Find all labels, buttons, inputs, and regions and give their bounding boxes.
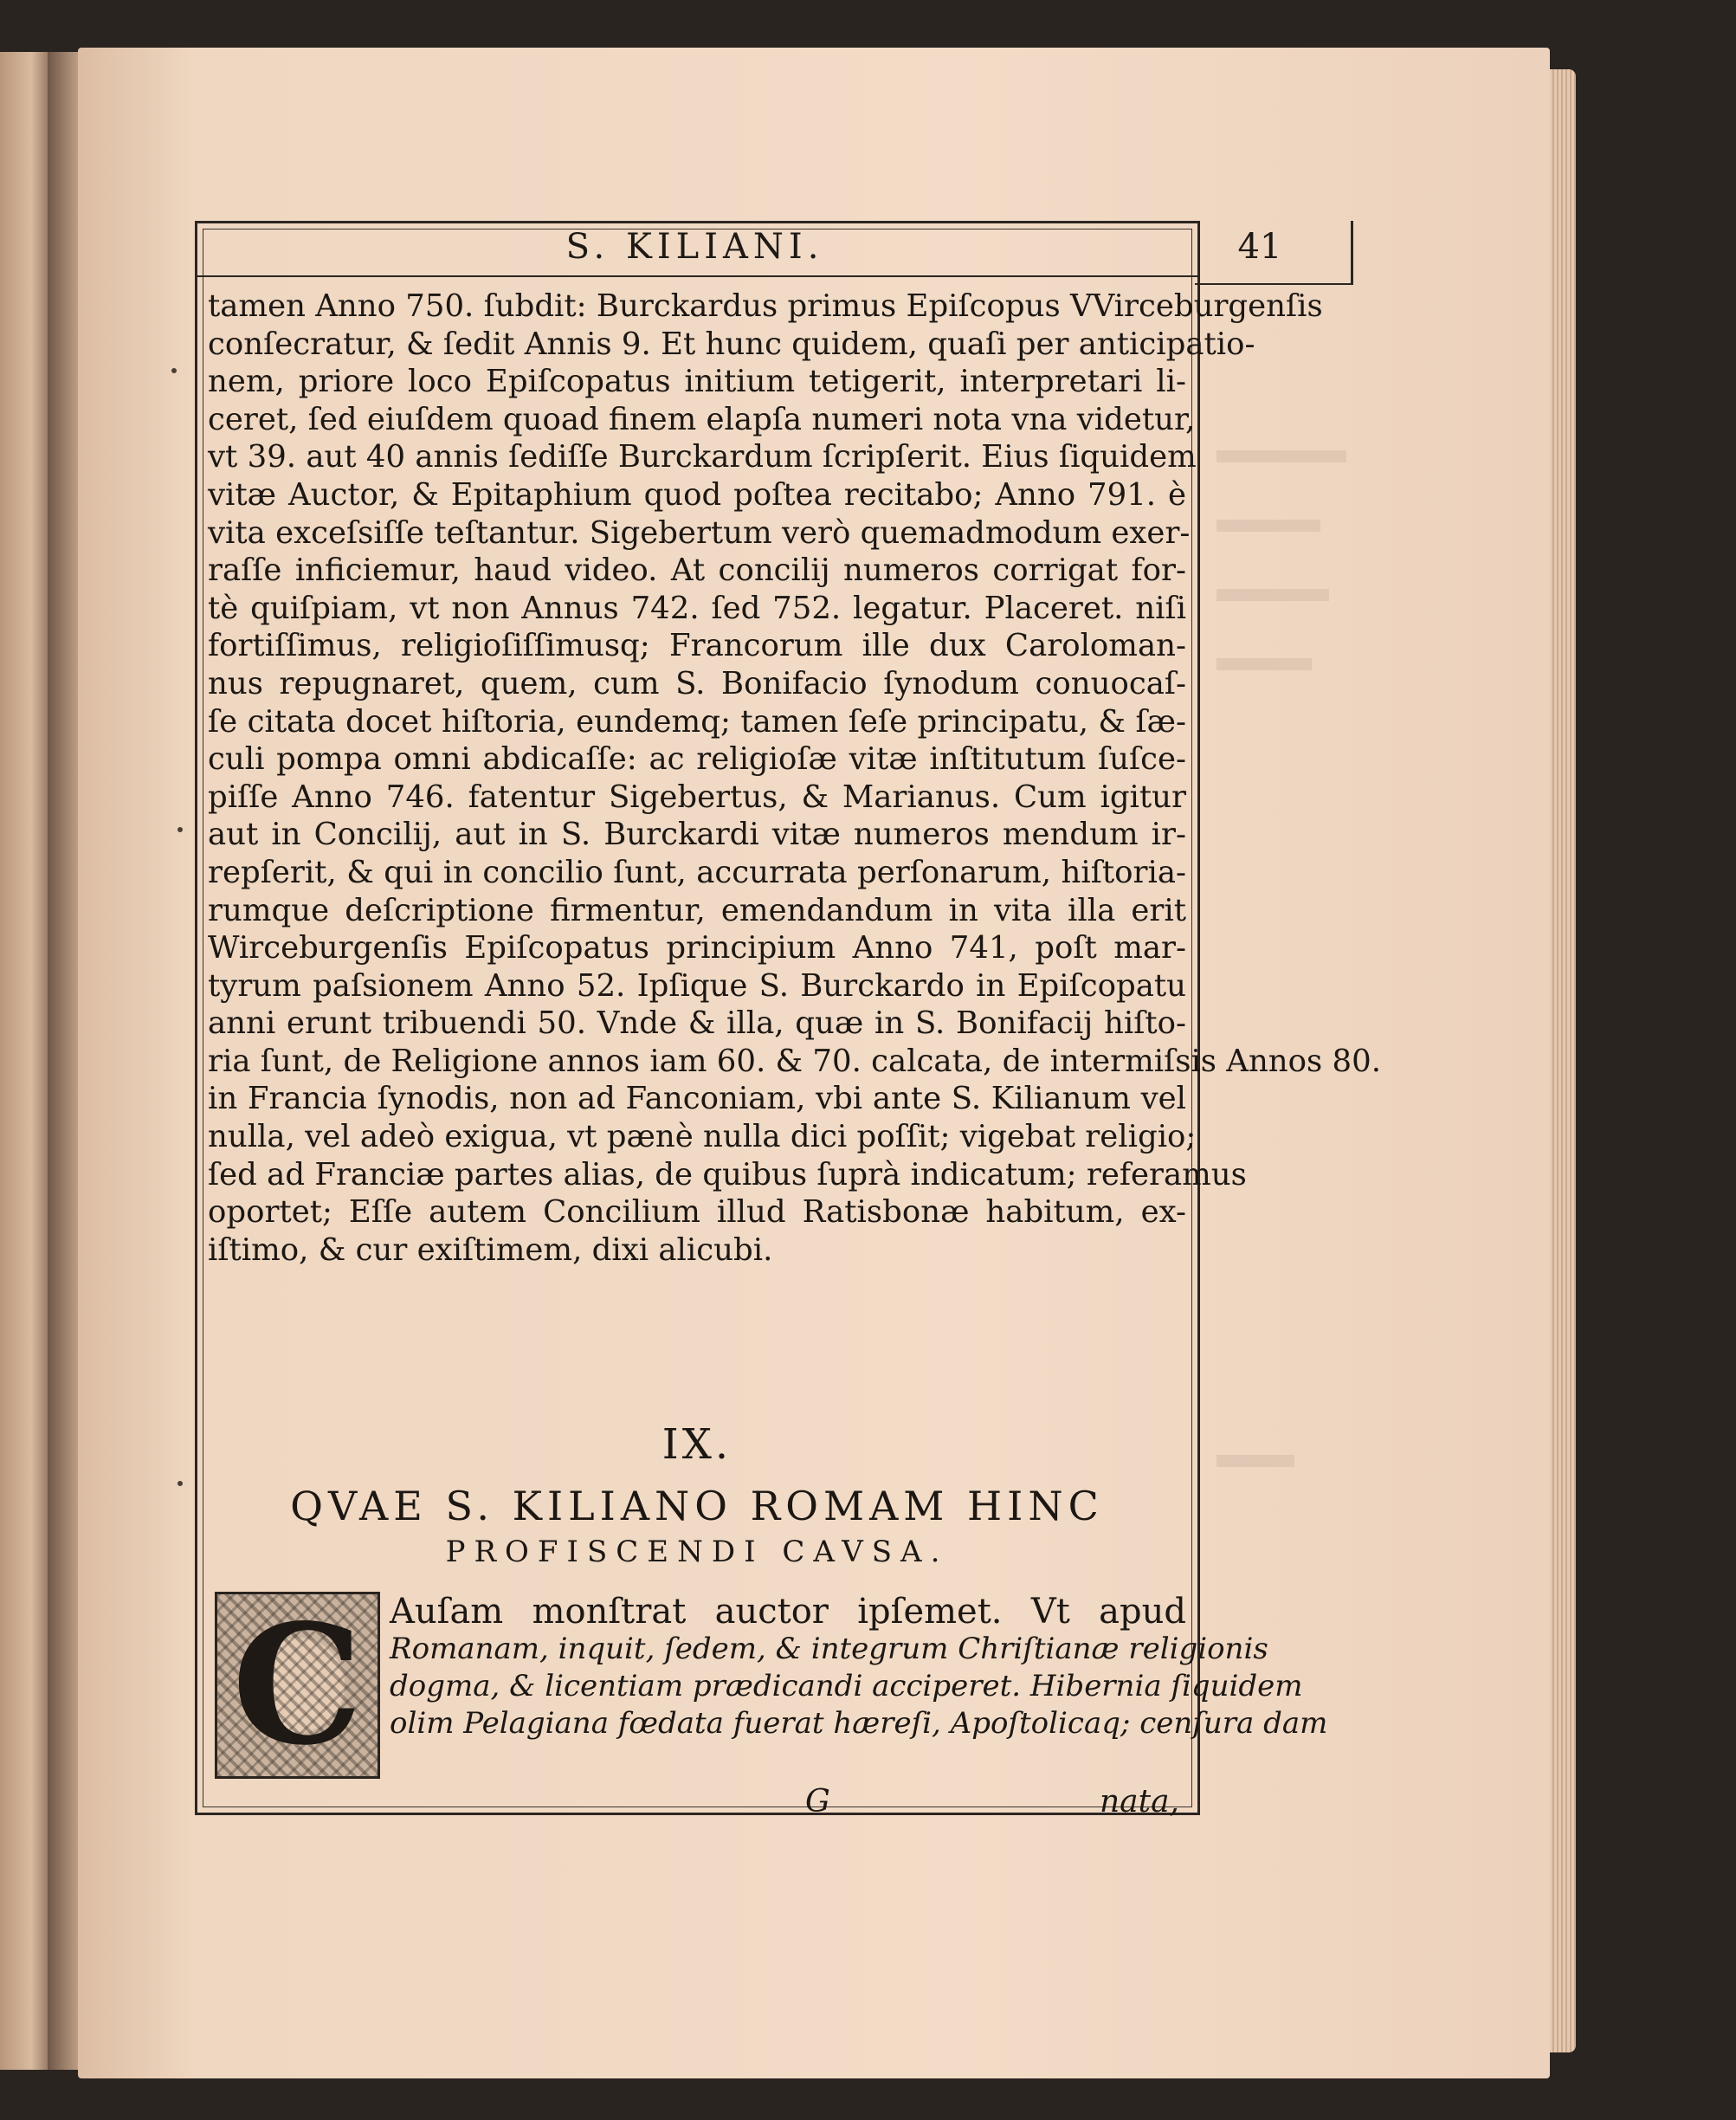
section-subtitle: PROFISCENDI CAVSA. (445, 1535, 949, 1569)
text-line: aut in Concilij, aut in S. Burckardi vitæ numeros mendum ir- (208, 817, 1186, 853)
text-line: tyrum paſsionem Anno 52. Ipſique S. Burckardo in Epiſcopatu (208, 967, 1186, 1004)
ink-speck (177, 1481, 183, 1486)
ink-speck (171, 368, 177, 373)
bleed-through-mark (1216, 1455, 1294, 1467)
text-line: iſtimo, & cur exiſtimem, dixi alicubi. (208, 1231, 773, 1268)
header-rule (195, 275, 1200, 277)
ink-speck (177, 827, 183, 832)
text-line: nus repugnaret, quem, cum S. Bonifacio ſynodum conuocaſ- (208, 665, 1186, 701)
text-line: piſſe Anno 746. fatentur Sigebertus, & Marianus. Cum igitur (208, 779, 1186, 815)
running-head: S. KILIANI. (565, 227, 824, 267)
text-line: nem, priore loco Epiſcopatus initium tetigerit, interpretari li- (208, 364, 1186, 400)
section-number: IX. (661, 1420, 732, 1469)
text-line: ſe citata docet hiſtoria, eundemq; tamen ſeſe principatu, & ſæ- (208, 703, 1186, 740)
body-text (208, 288, 1381, 1269)
bleed-through-mark (1216, 450, 1346, 462)
page-number: 41 (1237, 227, 1282, 267)
text-line: olim Pelagiana fœdata fuerat hæreſi, Apoſtolicaq; cenſura dam (390, 1706, 1328, 1741)
text-line: rumque deſcriptione firmentur, emendandum in vita illa erit (208, 892, 1186, 928)
text-line: tamen Anno 750. ſubdit: Burckardus primus Epiſcopus VVirceburgenſis (208, 288, 1323, 324)
text-line: tè quiſpiam, vt non Annus 742. ſed 752. legatur. Placeret. niſi (208, 590, 1186, 626)
text-line: Romanam, inquit, ſedem, & integrum Chriſtianæ religionis (390, 1632, 1268, 1666)
text-line: ria ſunt, de Religione annos iam 60. & 70. calcata, de intermiſsis Annos 80. (208, 1043, 1381, 1079)
text-line: dogma, & licentiam prædicandi acciperet. Hibernia ſiquidem (390, 1669, 1303, 1703)
left-page-edge (0, 52, 52, 2070)
section-title: QVAE S. KILIANO ROMAM HINC (290, 1483, 1104, 1529)
text-line: vita exceſsiſſe teſtantur. Sigebertum verò quemadmodum exer- (208, 514, 1191, 551)
text-line: culi pompa omni abdicaſſe: ac religioſæ vitæ inſtitutum ſuſce- (208, 741, 1186, 778)
bleed-through-mark (1216, 658, 1312, 670)
text-line: Wirceburgenſis Epiſcopatus principium Anno 741, poſt mar- (208, 930, 1186, 966)
text-line: nulla, vel adeò exigua, vt pænè nulla dici poſſit; vigebat religio; (208, 1119, 1197, 1155)
text-line: vt 39. aut 40 annis ſediſſe Burckardum ſcripſerit. Eius ſiquidem (208, 439, 1197, 475)
text-line: fortiſſimus, religioſiſſimusq; Francorum ille dux Caroloman- (208, 628, 1186, 664)
initial-letter: C (231, 1588, 364, 1781)
text-line: repſerit, & qui in concilio ſunt, accurrata perſonarum, hiſtoria- (208, 854, 1186, 890)
initial-paragraph (390, 1592, 1328, 1742)
catchword: nata, (1099, 1784, 1179, 1819)
bleed-through-mark (1216, 589, 1329, 601)
book-gutter (48, 52, 82, 2070)
text-line: oportet; Eſſe autem Concilium illud Ratisbonæ habitum, ex- (208, 1194, 1186, 1231)
text-line: Auſam monſtrat auctor ipſemet. Vt apud (390, 1592, 1186, 1632)
text-line: anni erunt tribuendi 50. Vnde & illa, quæ in S. Bonifacij hiſto- (208, 1005, 1186, 1042)
text-line: raſſe inficiemur, haud video. At concilij numeros corrigat for- (208, 553, 1186, 589)
text-line: vitæ Auctor, & Epitaphium quod poſtea recitabo; Anno 791. è (208, 476, 1186, 513)
signature-mark: G (805, 1784, 830, 1819)
text-line: ſed ad Franciæ partes alias, de quibus ſuprà indicatum; referamus (208, 1156, 1247, 1192)
text-line: ceret, ſed eiuſdem quoad finem elapſa numeri nota vna videtur, (208, 401, 1196, 437)
bleed-through-mark (1216, 520, 1320, 532)
text-line: in Francia ſynodis, non ad Fanconiam, vbi ante S. Kilianum vel (208, 1081, 1186, 1117)
catchline (208, 1784, 1186, 1827)
decorated-initial (215, 1588, 380, 1781)
text-line: conſecratur, & ſedit Annis 9. Et hunc quidem, quaſi per anticipatio- (208, 326, 1255, 362)
